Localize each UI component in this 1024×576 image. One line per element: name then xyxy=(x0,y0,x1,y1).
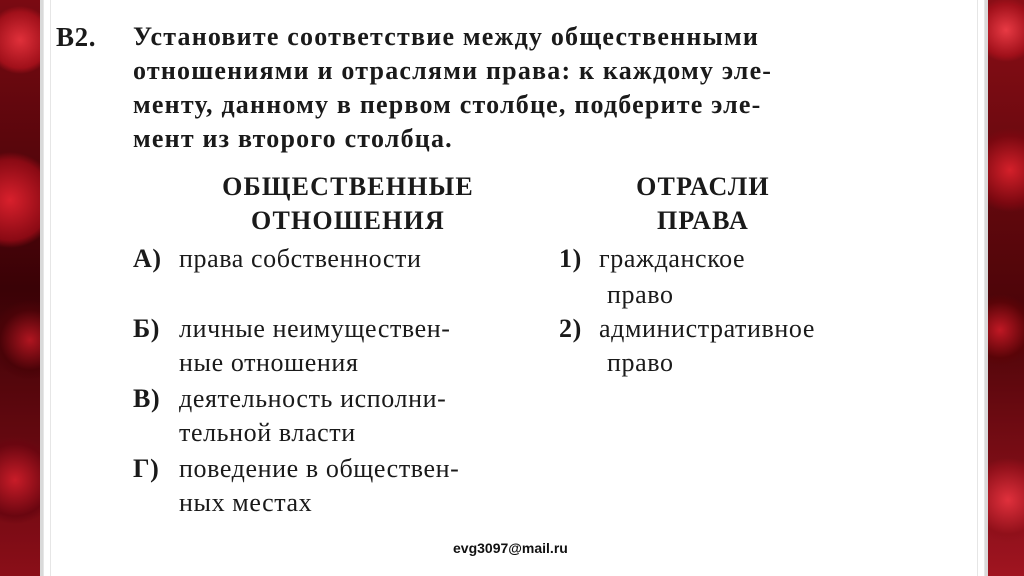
item-label-v: В) xyxy=(133,384,161,413)
item-v-line-2: тельной власти xyxy=(179,418,356,447)
author-email: evg3097@mail.ru xyxy=(453,540,568,556)
item-b-line-1: личные неимуществен- xyxy=(179,314,451,343)
item-label-a: А) xyxy=(133,244,162,273)
item-label-2: 2) xyxy=(559,314,582,343)
page-right-border xyxy=(977,0,985,576)
item-label-1: 1) xyxy=(559,244,582,273)
page-left-border xyxy=(43,0,51,576)
question-number: B2. xyxy=(56,22,97,52)
item-2-line-1: административное xyxy=(599,314,815,343)
item-label-g: Г) xyxy=(133,454,160,483)
question-line-4: мент из второго столбца. xyxy=(133,124,453,153)
item-g-line-2: ных местах xyxy=(179,488,313,517)
right-column-heading-line-1: ОТРАСЛИ xyxy=(636,172,770,201)
item-2-line-2: право xyxy=(607,348,674,377)
right-column-heading-line-2: ПРАВА xyxy=(656,206,750,235)
item-1-line-1: гражданское xyxy=(599,244,746,273)
item-a-line-1: права собственности xyxy=(179,244,422,273)
document-page xyxy=(40,0,988,576)
item-g-line-1: поведение в обществен- xyxy=(179,454,460,483)
question-line-3: менту, данному в первом столбце, подберите эле- xyxy=(133,90,762,119)
item-label-b: Б) xyxy=(133,314,161,343)
left-column-heading-line-1: ОБЩЕСТВЕННЫЕ xyxy=(222,172,474,201)
background-right-decoration xyxy=(988,0,1024,576)
item-b-line-2: ные отношения xyxy=(179,348,359,377)
item-v-line-1: деятельность исполни- xyxy=(179,384,447,413)
item-1-line-2: право xyxy=(607,280,674,309)
left-column-heading-line-2: ОТНОШЕНИЯ xyxy=(251,206,445,235)
question-line-1: Установите соответствие между общественными xyxy=(133,22,760,51)
background-left-decoration xyxy=(0,0,40,576)
question-line-2: отношениями и отраслями права: к каждому эле- xyxy=(133,56,773,85)
